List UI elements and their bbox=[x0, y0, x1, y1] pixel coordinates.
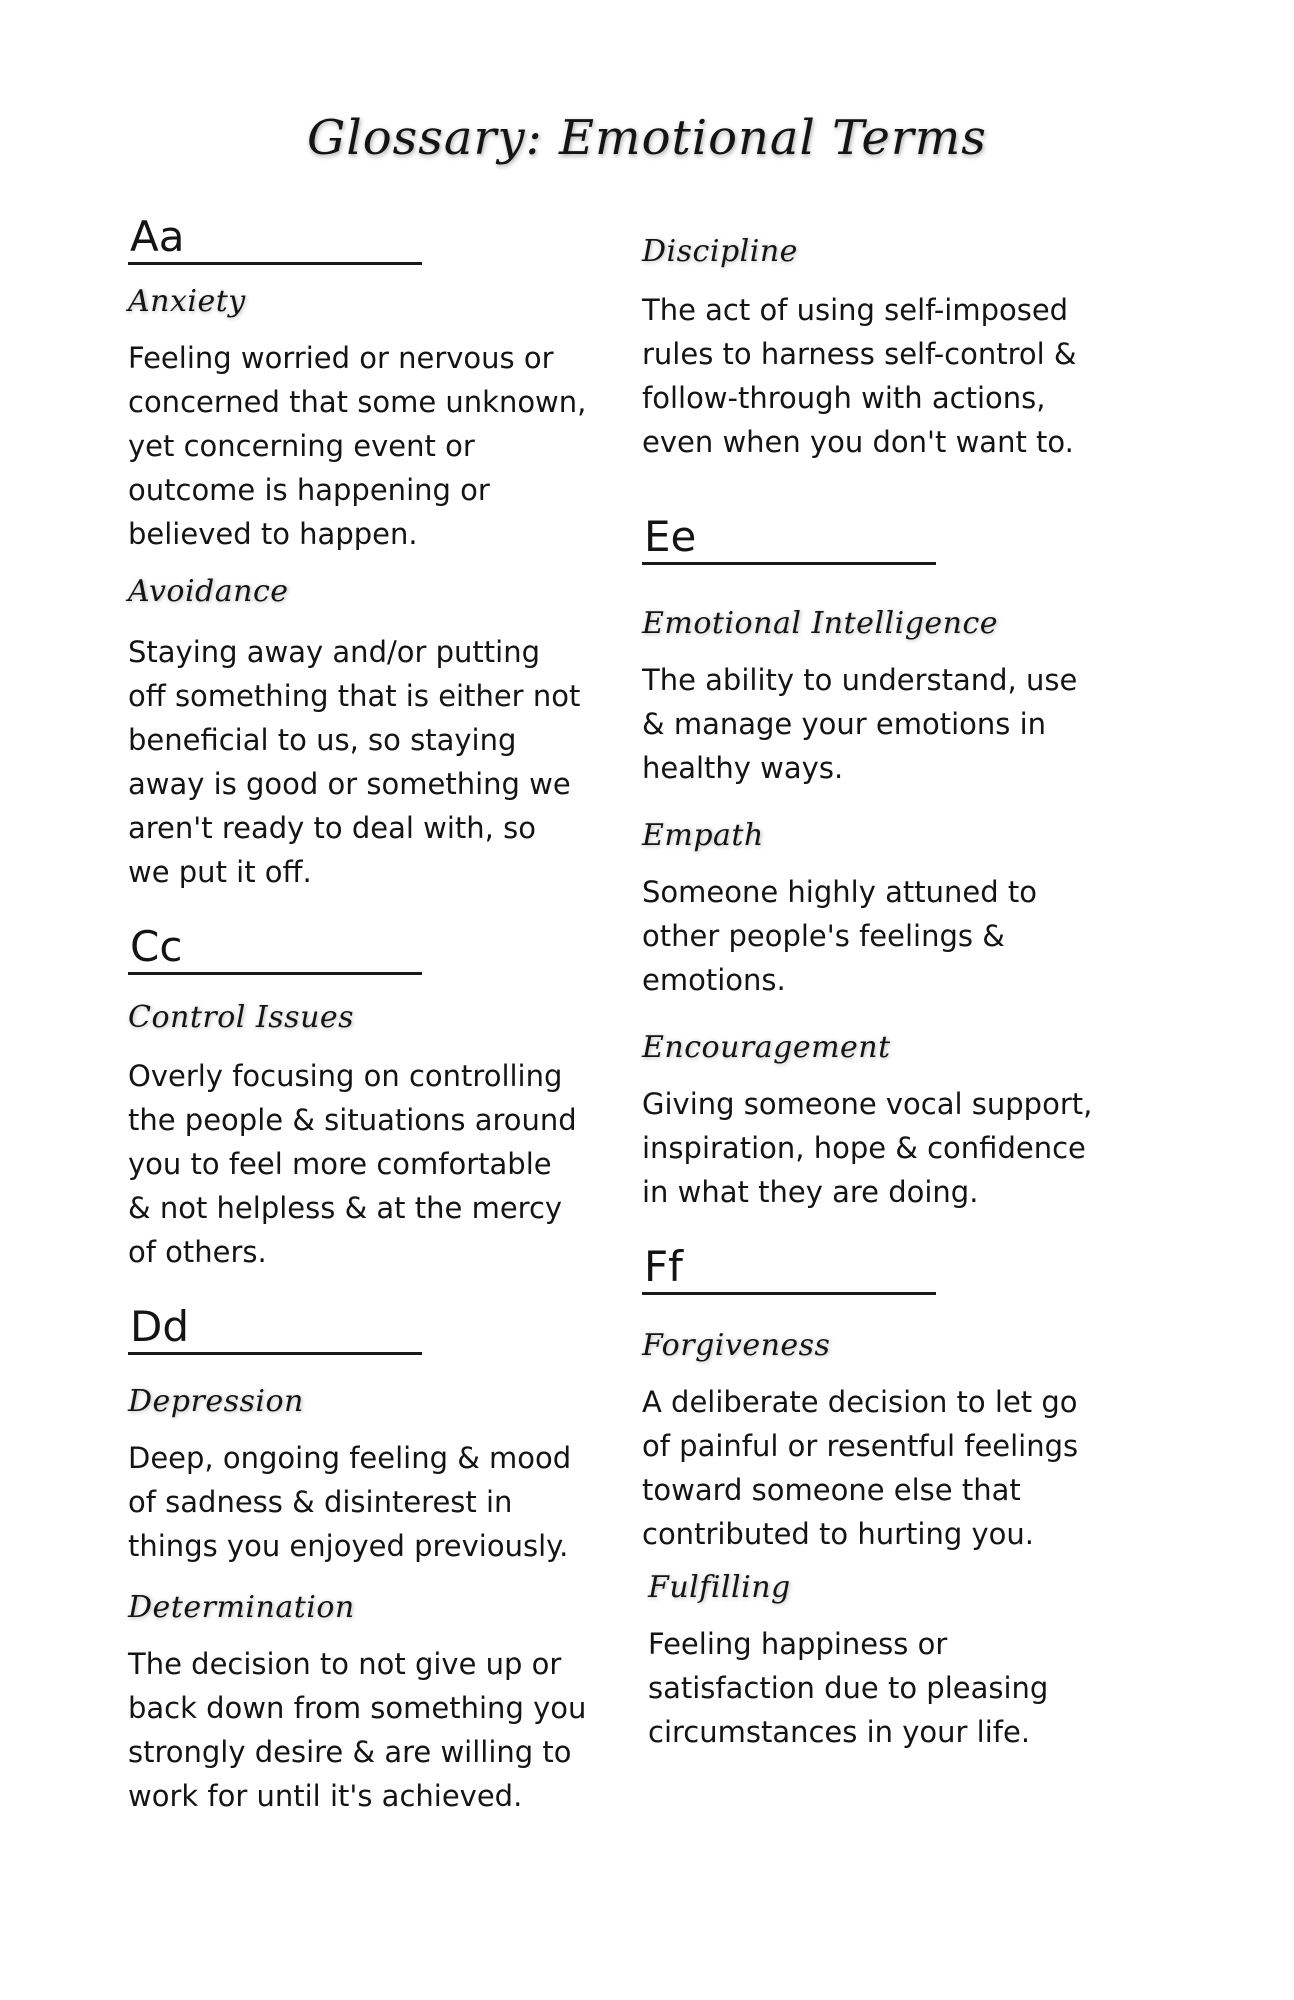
definition-empath bbox=[642, 870, 1112, 1002]
definition-line: away is good or something we bbox=[128, 767, 571, 801]
definition-line: healthy ways. bbox=[642, 751, 844, 785]
definition-line: yet concerning event or bbox=[128, 429, 475, 463]
section-letter-a: Aa bbox=[128, 212, 422, 265]
definition-line: circumstances in your life. bbox=[648, 1715, 1031, 1749]
definition-line: of sadness & disinterest in bbox=[128, 1485, 513, 1519]
definition-line: even when you don't want to. bbox=[642, 425, 1074, 459]
definition-line: The ability to understand, use bbox=[642, 663, 1078, 697]
term-control-issues: Control Issues bbox=[128, 1000, 355, 1035]
definition-line: follow-through with actions, bbox=[642, 381, 1046, 415]
term-emotional-intelligence: Emotional Intelligence bbox=[642, 606, 999, 641]
definition-line: rules to harness self-control & bbox=[642, 337, 1077, 371]
definition-determination bbox=[128, 1642, 598, 1818]
definition-line: off something that is either not bbox=[128, 679, 581, 713]
definition-line: Overly focusing on controlling bbox=[128, 1059, 563, 1093]
definition-line: concerned that some unknown, bbox=[128, 385, 587, 419]
definition-fulfilling bbox=[648, 1622, 1118, 1754]
term-encouragement: Encouragement bbox=[642, 1030, 891, 1065]
definition-line: of painful or resentful feelings bbox=[642, 1429, 1079, 1463]
definition-line: contributed to hurting you. bbox=[642, 1517, 1034, 1551]
definition-line: & manage your emotions in bbox=[642, 707, 1047, 741]
definition-line: of others. bbox=[128, 1235, 267, 1269]
term-discipline: Discipline bbox=[642, 234, 798, 269]
definition-control-issues bbox=[128, 1054, 598, 1274]
definition-line: A deliberate decision to let go bbox=[642, 1385, 1078, 1419]
term-depression: Depression bbox=[128, 1384, 304, 1419]
term-determination: Determination bbox=[128, 1590, 355, 1625]
definition-line: Feeling happiness or bbox=[648, 1627, 948, 1661]
term-empath: Empath bbox=[642, 818, 764, 853]
definition-line: toward someone else that bbox=[642, 1473, 1021, 1507]
definition-line: other people's feelings & bbox=[642, 919, 1005, 953]
definition-line: work for until it's achieved. bbox=[128, 1779, 523, 1813]
definition-line: you to feel more comfortable bbox=[128, 1147, 552, 1181]
definition-line: believed to happen. bbox=[128, 517, 418, 551]
definition-line: the people & situations around bbox=[128, 1103, 577, 1137]
term-fulfilling: Fulfilling bbox=[648, 1570, 791, 1605]
page-title: Glossary: Emotional Terms bbox=[307, 110, 987, 166]
definition-line: outcome is happening or bbox=[128, 473, 490, 507]
definition-line: emotions. bbox=[642, 963, 786, 997]
definition-line: things you enjoyed previously. bbox=[128, 1529, 569, 1563]
definition-avoidance bbox=[128, 630, 598, 894]
definition-line: beneficial to us, so staying bbox=[128, 723, 517, 757]
definition-depression bbox=[128, 1436, 598, 1568]
definition-encouragement bbox=[642, 1082, 1112, 1214]
section-letter-f: Ff bbox=[642, 1242, 936, 1295]
definition-line: strongly desire & are willing to bbox=[128, 1735, 572, 1769]
section-letter-d: Dd bbox=[128, 1302, 422, 1355]
definition-line: Giving someone vocal support, bbox=[642, 1087, 1093, 1121]
definition-line: Someone highly attuned to bbox=[642, 875, 1037, 909]
definition-line: Feeling worried or nervous or bbox=[128, 341, 554, 375]
definition-line: The act of using self-imposed bbox=[642, 293, 1069, 327]
definition-line: Staying away and/or putting bbox=[128, 635, 541, 669]
section-letter-e: Ee bbox=[642, 512, 936, 565]
term-forgiveness: Forgiveness bbox=[642, 1328, 831, 1363]
definition-line: aren't ready to deal with, so bbox=[128, 811, 536, 845]
term-avoidance: Avoidance bbox=[128, 574, 289, 609]
definition-line: & not helpless & at the mercy bbox=[128, 1191, 563, 1225]
definition-line: Deep, ongoing feeling & mood bbox=[128, 1441, 572, 1475]
definition-discipline bbox=[642, 288, 1112, 464]
definition-line: in what they are doing. bbox=[642, 1175, 979, 1209]
definition-line: inspiration, hope & confidence bbox=[642, 1131, 1086, 1165]
section-letter-c: Cc bbox=[128, 922, 422, 975]
definition-line: The decision to not give up or bbox=[128, 1647, 562, 1681]
definition-forgiveness bbox=[642, 1380, 1112, 1556]
definition-emotional-intelligence bbox=[642, 658, 1112, 790]
definition-anxiety bbox=[128, 336, 598, 556]
definition-line: satisfaction due to pleasing bbox=[648, 1671, 1049, 1705]
definition-line: we put it off. bbox=[128, 855, 312, 889]
definition-line: back down from something you bbox=[128, 1691, 587, 1725]
term-anxiety: Anxiety bbox=[128, 284, 246, 319]
